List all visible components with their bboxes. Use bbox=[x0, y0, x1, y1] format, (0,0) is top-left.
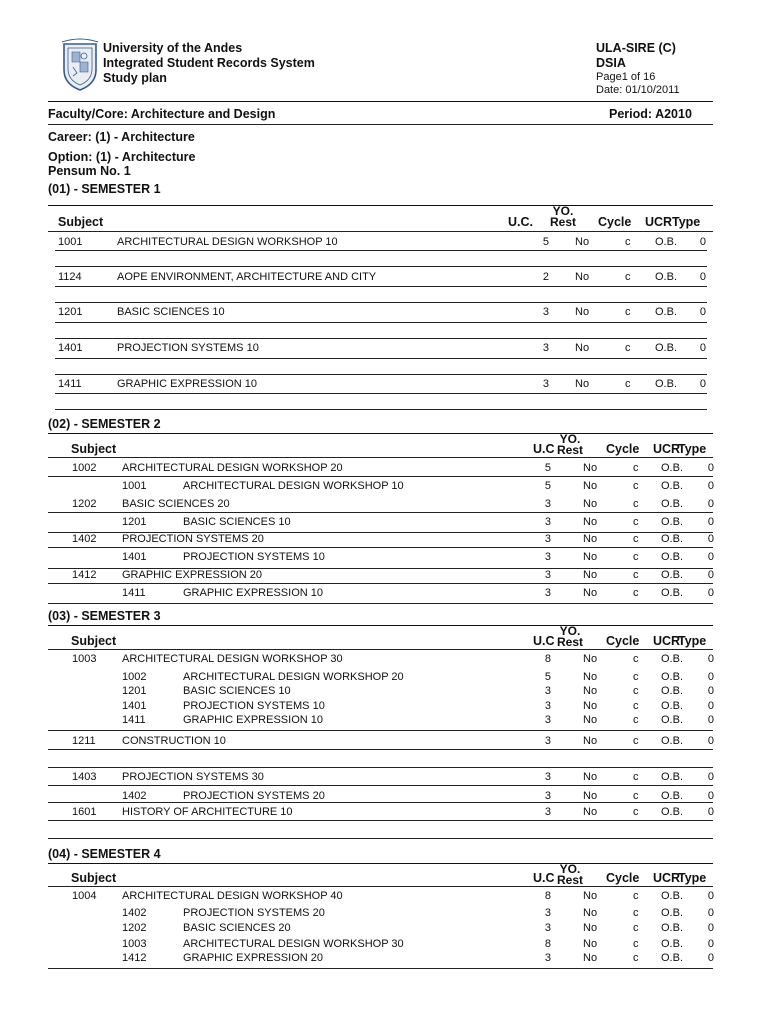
cycle: c bbox=[633, 516, 639, 528]
ucr: O.B. bbox=[661, 533, 684, 545]
column-header-cycle: Cycle bbox=[598, 215, 632, 229]
ucr: O.B. bbox=[661, 952, 684, 964]
restriction: No bbox=[583, 462, 598, 474]
column-header-ucr: UCR bbox=[645, 215, 673, 229]
row-underline bbox=[55, 286, 707, 287]
cycle: c bbox=[633, 806, 639, 818]
cycle: c bbox=[633, 790, 639, 802]
restriction: No bbox=[583, 907, 598, 919]
subject-code: 1403 bbox=[72, 771, 97, 783]
ucr: O.B. bbox=[655, 306, 678, 318]
row-separator bbox=[48, 568, 713, 569]
subject-code: 1124 bbox=[58, 271, 82, 283]
semester-top-rule bbox=[48, 863, 713, 864]
credit-units: 3 bbox=[544, 498, 551, 510]
subject-type: 0 bbox=[707, 890, 714, 902]
subject-code: 1201 bbox=[58, 306, 83, 318]
row-separator bbox=[55, 338, 707, 339]
row-separator bbox=[55, 409, 707, 410]
row-underline bbox=[55, 250, 707, 251]
row-separator bbox=[48, 968, 713, 969]
prerequisite-name: ARCHITECTURAL DESIGN WORKSHOP 10 bbox=[183, 480, 404, 492]
system-name: Integrated Student Records System bbox=[103, 56, 315, 70]
column-header-type: Type bbox=[678, 634, 707, 648]
prerequisite-code: 1201 bbox=[122, 516, 147, 528]
prerequisite-code: 1402 bbox=[122, 907, 147, 919]
subject-name: CONSTRUCTION 10 bbox=[122, 735, 226, 747]
restriction: No bbox=[583, 498, 598, 510]
column-header-rule bbox=[48, 886, 713, 887]
subject-type: 0 bbox=[707, 569, 714, 581]
print-date: Date: 01/10/2011 bbox=[596, 84, 680, 96]
ucr: O.B. bbox=[661, 671, 684, 683]
restriction: No bbox=[583, 922, 598, 934]
system-code: ULA-SIRE (C) bbox=[596, 41, 676, 55]
prerequisite-name: ARCHITECTURAL DESIGN WORKSHOP 20 bbox=[183, 671, 404, 683]
column-header-type: Type bbox=[678, 871, 707, 885]
credit-units: 3 bbox=[544, 551, 551, 563]
subject-name: PROJECTION SYSTEMS 10 bbox=[117, 342, 259, 354]
subject-type: 0 bbox=[707, 653, 714, 665]
cycle: c bbox=[633, 671, 639, 683]
prerequisite-code: 1402 bbox=[122, 790, 147, 802]
credit-units: 3 bbox=[544, 735, 551, 747]
subject-type: 0 bbox=[707, 790, 714, 802]
column-header-rest: Rest bbox=[557, 873, 584, 886]
column-header-rest: Rest bbox=[550, 215, 577, 228]
subject-code: 1412 bbox=[72, 569, 97, 581]
ucr: O.B. bbox=[661, 790, 684, 802]
credit-units: 3 bbox=[544, 569, 551, 581]
column-header-ucr: UCR bbox=[653, 442, 681, 456]
subject-code: 1202 bbox=[72, 498, 97, 510]
subject-type: 0 bbox=[707, 938, 714, 950]
cycle: c bbox=[625, 378, 631, 390]
prerequisite-name: PROJECTION SYSTEMS 10 bbox=[183, 551, 325, 563]
ucr: O.B. bbox=[661, 700, 684, 712]
subject-type: 0 bbox=[707, 922, 714, 934]
cycle: c bbox=[633, 498, 639, 510]
subject-name: ARCHITECTURAL DESIGN WORKSHOP 40 bbox=[122, 890, 343, 902]
credit-units: 3 bbox=[542, 306, 549, 318]
column-header-cycle: Cycle bbox=[606, 634, 640, 648]
prerequisite-name: PROJECTION SYSTEMS 10 bbox=[183, 700, 325, 712]
column-header-rule bbox=[48, 649, 713, 650]
restriction: No bbox=[575, 378, 590, 390]
prerequisite-name: GRAPHIC EXPRESSION 20 bbox=[183, 952, 323, 964]
subject-name: ARCHITECTURAL DESIGN WORKSHOP 20 bbox=[122, 462, 343, 474]
cycle: c bbox=[625, 342, 631, 354]
group-separator bbox=[48, 476, 713, 477]
credit-units: 2 bbox=[542, 271, 549, 283]
subject-name: BASIC SCIENCES 10 bbox=[117, 306, 225, 318]
restriction: No bbox=[583, 671, 598, 683]
subject-type: 0 bbox=[707, 771, 714, 783]
row-underline bbox=[55, 393, 707, 394]
row-separator bbox=[55, 302, 707, 303]
subject-type: 0 bbox=[707, 907, 714, 919]
prerequisite-name: PROJECTION SYSTEMS 20 bbox=[183, 907, 325, 919]
faculty-divider bbox=[48, 124, 713, 125]
restriction: No bbox=[583, 587, 598, 599]
column-header-yo-rest bbox=[557, 864, 583, 886]
subject-type: 0 bbox=[707, 533, 714, 545]
credit-units: 8 bbox=[544, 938, 551, 950]
credit-units: 5 bbox=[544, 462, 551, 474]
prerequisite-code: 1412 bbox=[122, 952, 147, 964]
prerequisite-name: BASIC SCIENCES 10 bbox=[183, 516, 291, 528]
column-header-uc: U.C. bbox=[508, 215, 533, 229]
subject-name: GRAPHIC EXPRESSION 20 bbox=[122, 569, 262, 581]
restriction: No bbox=[583, 952, 598, 964]
ucr: O.B. bbox=[661, 890, 684, 902]
subject-name: PROJECTION SYSTEMS 30 bbox=[122, 771, 264, 783]
header-divider bbox=[48, 101, 713, 102]
cycle: c bbox=[633, 735, 639, 747]
career-label: Career: (1) - Architecture bbox=[48, 130, 195, 144]
row-separator bbox=[48, 749, 713, 750]
column-header-rest: Rest bbox=[557, 635, 584, 648]
prerequisite-name: ARCHITECTURAL DESIGN WORKSHOP 30 bbox=[183, 938, 404, 950]
restriction: No bbox=[575, 342, 590, 354]
option-label: Option: (1) - Architecture bbox=[48, 150, 196, 164]
ucr: O.B. bbox=[661, 551, 684, 563]
credit-units: 3 bbox=[544, 685, 551, 697]
cycle: c bbox=[633, 480, 639, 492]
subject-code: 1402 bbox=[72, 533, 97, 545]
column-header-yo-rest bbox=[550, 206, 576, 228]
column-header-uc: U.C bbox=[533, 871, 555, 885]
restriction: No bbox=[575, 236, 590, 248]
semester-top-rule bbox=[48, 625, 713, 626]
cycle: c bbox=[625, 306, 631, 318]
subject-name: HISTORY OF ARCHITECTURE 10 bbox=[122, 806, 293, 818]
column-header-type: Type bbox=[672, 215, 701, 229]
column-header-yo: YO. bbox=[559, 864, 581, 876]
row-separator bbox=[48, 767, 713, 768]
cycle: c bbox=[633, 569, 639, 581]
subject-type: 0 bbox=[699, 236, 706, 248]
row-separator bbox=[48, 802, 713, 803]
column-header-rule bbox=[48, 231, 713, 232]
prerequisite-name: GRAPHIC EXPRESSION 10 bbox=[183, 714, 323, 726]
subject-type: 0 bbox=[699, 342, 706, 354]
ucr: O.B. bbox=[661, 922, 684, 934]
restriction: No bbox=[583, 551, 598, 563]
column-header-uc: U.C bbox=[533, 442, 555, 456]
credit-units: 3 bbox=[544, 952, 551, 964]
credit-units: 8 bbox=[544, 890, 551, 902]
row-underline bbox=[55, 358, 707, 359]
subject-type: 0 bbox=[707, 806, 714, 818]
row-separator bbox=[48, 838, 713, 839]
restriction: No bbox=[583, 653, 598, 665]
credit-units: 5 bbox=[544, 671, 551, 683]
cycle: c bbox=[625, 271, 631, 283]
restriction: No bbox=[583, 569, 598, 581]
column-header-type: Type bbox=[678, 442, 707, 456]
credit-units: 3 bbox=[544, 907, 551, 919]
subject-code: 1601 bbox=[72, 806, 97, 818]
ucr: O.B. bbox=[661, 587, 684, 599]
cycle: c bbox=[633, 685, 639, 697]
restriction: No bbox=[575, 271, 590, 283]
subject-code: 1004 bbox=[72, 890, 97, 902]
subject-type: 0 bbox=[707, 671, 714, 683]
ucr: O.B. bbox=[655, 378, 678, 390]
restriction: No bbox=[583, 516, 598, 528]
ucr: O.B. bbox=[655, 236, 678, 248]
ucr: O.B. bbox=[661, 462, 684, 474]
column-header-cycle: Cycle bbox=[606, 871, 640, 885]
ucr: O.B. bbox=[661, 498, 684, 510]
semester-top-rule bbox=[48, 433, 713, 434]
semester-title: (03) - SEMESTER 3 bbox=[48, 609, 161, 623]
subject-name: ARCHITECTURAL DESIGN WORKSHOP 30 bbox=[122, 653, 343, 665]
column-header-uc: U.C bbox=[533, 634, 555, 648]
prerequisite-code: 1202 bbox=[122, 922, 147, 934]
subject-code: 1003 bbox=[72, 653, 97, 665]
cycle: c bbox=[633, 771, 639, 783]
university-seal-icon bbox=[60, 38, 100, 92]
faculty-label: Faculty/Core: Architecture and Design bbox=[48, 107, 276, 121]
prerequisite-name: BASIC SCIENCES 10 bbox=[183, 685, 291, 697]
cycle: c bbox=[633, 653, 639, 665]
cycle: c bbox=[633, 714, 639, 726]
subject-type: 0 bbox=[699, 306, 706, 318]
restriction: No bbox=[583, 735, 598, 747]
prerequisite-code: 1411 bbox=[122, 714, 146, 726]
row-separator bbox=[55, 374, 707, 375]
column-header-yo: YO. bbox=[552, 206, 574, 218]
restriction: No bbox=[575, 306, 590, 318]
prerequisite-name: GRAPHIC EXPRESSION 10 bbox=[183, 587, 323, 599]
subject-type: 0 bbox=[707, 700, 714, 712]
ucr: O.B. bbox=[661, 735, 684, 747]
column-header-cycle: Cycle bbox=[606, 442, 640, 456]
restriction: No bbox=[583, 890, 598, 902]
group-separator bbox=[48, 512, 713, 513]
subject-name: BASIC SCIENCES 20 bbox=[122, 498, 230, 510]
column-header-ucr: UCR bbox=[653, 634, 681, 648]
restriction: No bbox=[583, 700, 598, 712]
ucr: O.B. bbox=[661, 685, 684, 697]
prerequisite-code: 1003 bbox=[122, 938, 147, 950]
ucr: O.B. bbox=[655, 342, 678, 354]
credit-units: 3 bbox=[544, 922, 551, 934]
semester-title: (04) - SEMESTER 4 bbox=[48, 847, 161, 861]
credit-units: 3 bbox=[544, 700, 551, 712]
cycle: c bbox=[633, 952, 639, 964]
subject-type: 0 bbox=[707, 714, 714, 726]
restriction: No bbox=[583, 771, 598, 783]
subject-type: 0 bbox=[707, 516, 714, 528]
column-header-subject: Subject bbox=[71, 442, 117, 456]
credit-units: 5 bbox=[544, 480, 551, 492]
column-header-yo-rest bbox=[557, 626, 583, 648]
page-number: Page1 of 16 bbox=[596, 71, 656, 83]
restriction: No bbox=[583, 685, 598, 697]
ucr: O.B. bbox=[661, 480, 684, 492]
prerequisite-name: PROJECTION SYSTEMS 20 bbox=[183, 790, 325, 802]
ucr: O.B. bbox=[661, 806, 684, 818]
subject-type: 0 bbox=[707, 462, 714, 474]
cycle: c bbox=[633, 907, 639, 919]
subject-code: 1002 bbox=[72, 462, 97, 474]
column-header-subject: Subject bbox=[71, 871, 117, 885]
ucr: O.B. bbox=[661, 714, 684, 726]
cycle: c bbox=[633, 587, 639, 599]
subject-type: 0 bbox=[707, 480, 714, 492]
subject-type: 0 bbox=[707, 551, 714, 563]
restriction: No bbox=[583, 806, 598, 818]
semester-top-rule bbox=[48, 205, 713, 206]
subject-type: 0 bbox=[699, 378, 706, 390]
credit-units: 3 bbox=[544, 806, 551, 818]
restriction: No bbox=[583, 790, 598, 802]
ucr: O.B. bbox=[661, 569, 684, 581]
cycle: c bbox=[633, 533, 639, 545]
credit-units: 3 bbox=[544, 790, 551, 802]
credit-units: 3 bbox=[544, 533, 551, 545]
subject-code: 1401 bbox=[58, 342, 83, 354]
subject-type: 0 bbox=[699, 271, 706, 283]
subject-type: 0 bbox=[707, 498, 714, 510]
subject-name: PROJECTION SYSTEMS 20 bbox=[122, 533, 264, 545]
subject-type: 0 bbox=[707, 685, 714, 697]
semester-title: (02) - SEMESTER 2 bbox=[48, 417, 161, 431]
subject-type: 0 bbox=[707, 587, 714, 599]
row-separator bbox=[48, 532, 713, 533]
subject-type: 0 bbox=[707, 952, 714, 964]
credit-units: 5 bbox=[542, 236, 549, 248]
row-separator bbox=[55, 266, 707, 267]
cycle: c bbox=[633, 700, 639, 712]
credit-units: 3 bbox=[544, 771, 551, 783]
subject-type: 0 bbox=[707, 735, 714, 747]
document-type: Study plan bbox=[103, 71, 167, 85]
credit-units: 3 bbox=[544, 516, 551, 528]
department: DSIA bbox=[596, 56, 626, 70]
credit-units: 3 bbox=[542, 378, 549, 390]
subject-name: GRAPHIC EXPRESSION 10 bbox=[117, 378, 257, 390]
column-header-rule bbox=[48, 457, 713, 458]
ucr: O.B. bbox=[661, 938, 684, 950]
row-separator bbox=[48, 603, 713, 604]
group-separator bbox=[48, 547, 713, 548]
period-label: Period: A2010 bbox=[609, 107, 692, 121]
credit-units: 3 bbox=[544, 587, 551, 599]
subject-name: ARCHITECTURAL DESIGN WORKSHOP 10 bbox=[117, 236, 338, 248]
row-separator bbox=[48, 730, 713, 731]
prerequisite-code: 1401 bbox=[122, 551, 147, 563]
column-header-rest: Rest bbox=[557, 443, 584, 456]
ucr: O.B. bbox=[661, 907, 684, 919]
subject-name: AOPE ENVIRONMENT, ARCHITECTURE AND CITY bbox=[117, 271, 377, 283]
ucr: O.B. bbox=[661, 771, 684, 783]
subject-code: 1001 bbox=[58, 236, 83, 248]
row-underline bbox=[55, 322, 707, 323]
credit-units: 3 bbox=[544, 714, 551, 726]
column-header-subject: Subject bbox=[58, 215, 104, 229]
row-separator bbox=[48, 820, 713, 821]
row-separator bbox=[48, 785, 713, 786]
ucr: O.B. bbox=[661, 653, 684, 665]
prerequisite-code: 1411 bbox=[122, 587, 146, 599]
prerequisite-code: 1002 bbox=[122, 671, 147, 683]
restriction: No bbox=[583, 938, 598, 950]
column-header-yo: YO. bbox=[559, 626, 581, 638]
group-separator bbox=[48, 583, 713, 584]
ucr: O.B. bbox=[661, 516, 684, 528]
cycle: c bbox=[625, 236, 631, 248]
prerequisite-code: 1401 bbox=[122, 700, 147, 712]
cycle: c bbox=[633, 462, 639, 474]
prerequisite-code: 1001 bbox=[122, 480, 147, 492]
restriction: No bbox=[583, 533, 598, 545]
restriction: No bbox=[583, 714, 598, 726]
cycle: c bbox=[633, 938, 639, 950]
column-header-subject: Subject bbox=[71, 634, 117, 648]
cycle: c bbox=[633, 890, 639, 902]
credit-units: 8 bbox=[544, 653, 551, 665]
university-name: University of the Andes bbox=[103, 41, 243, 55]
cycle: c bbox=[633, 922, 639, 934]
subject-code: 1211 bbox=[72, 735, 96, 747]
prerequisite-code: 1201 bbox=[122, 685, 147, 697]
restriction: No bbox=[583, 480, 598, 492]
column-header-yo-rest bbox=[557, 434, 583, 456]
ucr: O.B. bbox=[655, 271, 678, 283]
cycle: c bbox=[633, 551, 639, 563]
credit-units: 3 bbox=[542, 342, 549, 354]
prerequisite-name: BASIC SCIENCES 20 bbox=[183, 922, 291, 934]
column-header-yo: YO. bbox=[559, 434, 581, 446]
column-header-ucr: UCR bbox=[653, 871, 681, 885]
subject-code: 1411 bbox=[58, 378, 82, 390]
semester-title: (01) - SEMESTER 1 bbox=[48, 182, 161, 196]
pensum-label: Pensum No. 1 bbox=[48, 164, 131, 178]
